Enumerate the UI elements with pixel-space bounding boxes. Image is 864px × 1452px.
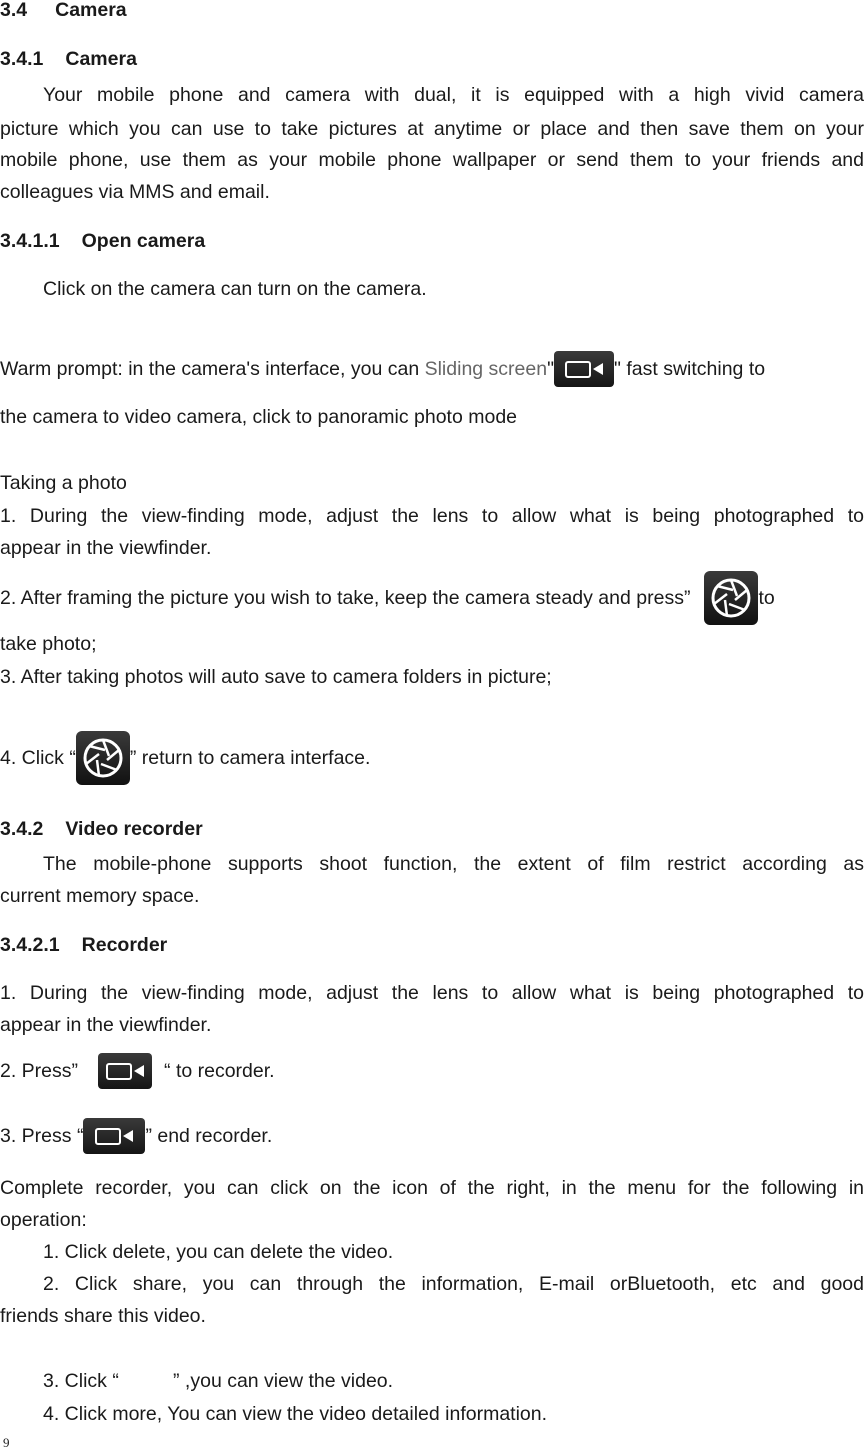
complete-line-2: operation: — [0, 1209, 87, 1231]
intro-line-3: mobile phone, use them as your mobile phone wallpaper or send them to your friends and — [0, 149, 864, 171]
video-text-line-2: current memory space. — [0, 885, 200, 907]
step-3: 3. After taking photos will auto save to camera folders in picture; — [0, 666, 552, 688]
complete-item-2-line-1: 2. Click share, you can through the information, E-mail orBluetooth, etc and good — [43, 1273, 864, 1295]
complete-line-1: Complete recorder, you can click on the icon of the right, in the menu for the following in — [0, 1177, 864, 1199]
warm-prompt-line-1: Warm prompt: in the camera's interface, you can Sliding screen" " fast switching to — [0, 350, 765, 386]
warm-prompt-line-2: the camera to video camera, click to panoramic photo mode — [0, 406, 518, 428]
video-camera-icon — [554, 351, 614, 387]
recorder-step-2: 2. Press” “ to recorder. — [0, 1050, 275, 1090]
intro-line-2: picture which you can use to take pictures at anytime or place and then save them on your — [0, 118, 864, 140]
heading-recorder: 3.4.2.1 Recorder — [0, 934, 168, 956]
taking-photo-title: Taking a photo — [0, 472, 127, 494]
step-2-line-1: 2. After framing the picture you wish to take, keep the camera steady and press” to — [0, 570, 775, 624]
step-1-line-1: 1. During the view-finding mode, adjust the lens to allow what is being photographed to — [0, 505, 864, 527]
video-camera-icon-record — [98, 1053, 152, 1089]
heading-open-camera: 3.4.1.1 Open camera — [0, 230, 206, 252]
shutter-icon — [704, 571, 758, 625]
complete-item-3: 3. Click “ ” ,you can view the video. — [43, 1370, 394, 1392]
step-2-line-2: take photo; — [0, 633, 97, 655]
heading-3-4-2: 3.4.2 Video recorder — [0, 818, 203, 840]
intro-line-1: Your mobile phone and camera with dual, it is equipped with a high vivid camera — [43, 84, 864, 106]
recorder-step-3: 3. Press “ ” end recorder. — [0, 1115, 272, 1155]
recorder-step-1-line-2: appear in the viewfinder. — [0, 1014, 212, 1036]
sliding-screen-link: Sliding screen — [424, 357, 548, 380]
video-text-line-1: The mobile-phone supports shoot function, the extent of film restrict according as — [43, 853, 864, 875]
step-1-line-2: appear in the viewfinder. — [0, 537, 212, 559]
complete-item-1: 1. Click delete, you can delete the video. — [43, 1241, 394, 1263]
video-camera-icon-stop — [83, 1118, 145, 1154]
open-camera-text: Click on the camera can turn on the camera. — [43, 278, 427, 300]
heading-3-4: 3.4 Camera — [0, 0, 127, 21]
recorder-step-1-line-1: 1. During the view-finding mode, adjust the lens to allow what is being photographed to — [0, 982, 864, 1004]
intro-line-4: colleagues via MMS and email. — [0, 181, 270, 203]
shutter-icon-return — [76, 731, 130, 785]
complete-item-2-line-2: friends share this video. — [0, 1305, 206, 1327]
step-4: 4. Click “ ” return to camera interface. — [0, 730, 370, 784]
complete-item-4: 4. Click more, You can view the video detailed information. — [43, 1403, 548, 1425]
page-number: 9 — [3, 1435, 10, 1450]
heading-3-4-1: 3.4.1 Camera — [0, 48, 137, 70]
